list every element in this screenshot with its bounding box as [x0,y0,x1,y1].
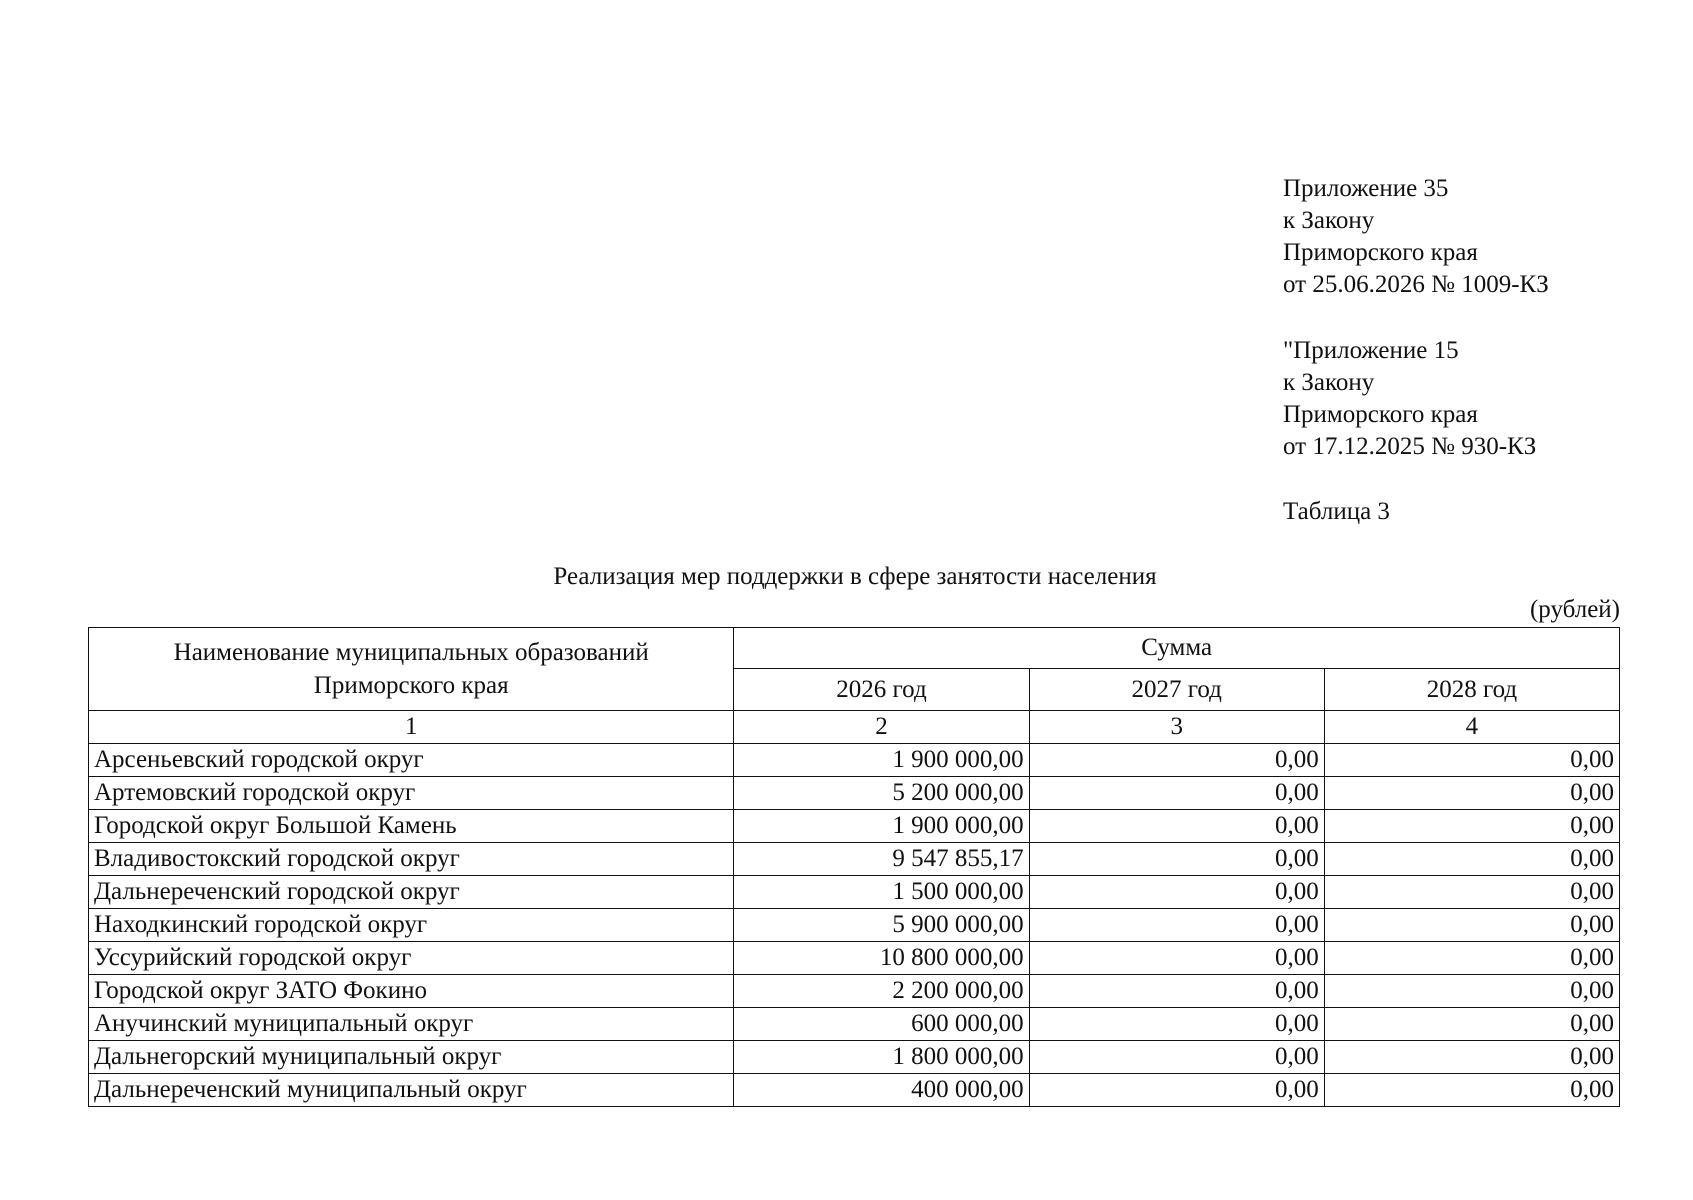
amount-2026: 9 547 855,17 [734,843,1029,876]
municipality-name: Владивостокский городской округ [89,843,734,876]
amount-2027: 0,00 [1029,975,1324,1008]
appendix-number: Приложение 35 [1283,175,1449,202]
amount-2028: 0,00 [1324,1074,1619,1107]
table-number: Таблица 3 [1283,498,1390,525]
column-number: 3 [1029,711,1324,744]
year-header-2026: 2026 год [734,669,1029,711]
table-row [89,1008,1620,1041]
column-number: 1 [89,711,734,744]
table-row [89,810,1620,843]
table-row [89,777,1620,810]
name-header-line1: Наименование муниципальных образований [173,639,649,666]
original-appendix-region: Приморского края [1283,401,1478,428]
original-appendix-number: "Приложение 15 [1283,337,1459,364]
municipality-name: Дальнереченский городской округ [89,876,734,909]
amount-2026: 1 900 000,00 [734,744,1029,777]
document-title: Реализация мер поддержки в сфере занятости населения [553,563,1157,590]
municipality-name: Анучинский муниципальный округ [89,1008,734,1041]
amount-2027: 0,00 [1029,909,1324,942]
amount-2028: 0,00 [1324,1041,1619,1074]
amount-2027: 0,00 [1029,1041,1324,1074]
amount-2027: 0,00 [1029,810,1324,843]
municipality-name: Уссурийский городской округ [89,942,734,975]
amount-2028: 0,00 [1324,876,1619,909]
amount-2027: 0,00 [1029,744,1324,777]
table-row [89,942,1620,975]
table-row [89,876,1620,909]
appendix-header [1283,173,1549,301]
appendix-law-ref: к Закону [1283,207,1375,234]
amount-2028: 0,00 [1324,810,1619,843]
name-header-line2: Приморского края [313,672,509,699]
amount-2026: 600 000,00 [734,1008,1029,1041]
amount-2027: 0,00 [1029,777,1324,810]
original-appendix-header [1283,335,1536,463]
funding-table [88,627,1620,1107]
amount-2026: 1 500 000,00 [734,876,1029,909]
amount-2027: 0,00 [1029,876,1324,909]
amount-2026: 5 200 000,00 [734,777,1029,810]
name-column-header [89,628,734,711]
amount-2028: 0,00 [1324,909,1619,942]
amount-2028: 0,00 [1324,975,1619,1008]
amount-2028: 0,00 [1324,1008,1619,1041]
table-row [89,909,1620,942]
column-number-row [89,711,1620,744]
amount-2026: 1 900 000,00 [734,810,1029,843]
sum-header: Сумма [734,628,1620,669]
amount-2027: 0,00 [1029,942,1324,975]
appendix-region: Приморского края [1283,239,1478,266]
amount-2026: 1 800 000,00 [734,1041,1029,1074]
column-number: 2 [734,711,1029,744]
table-row [89,1041,1620,1074]
municipality-name: Арсеньевский городской округ [89,744,734,777]
amount-2027: 0,00 [1029,1074,1324,1107]
amount-2026: 10 800 000,00 [734,942,1029,975]
municipality-name: Дальнереченский муниципальный округ [89,1074,734,1107]
amount-2026: 400 000,00 [734,1074,1029,1107]
table-row [89,1074,1620,1107]
table-row [89,744,1620,777]
table-header-row [89,628,1620,669]
units-label: (рублей) [1529,596,1620,623]
table-row [89,843,1620,876]
municipality-name: Находкинский городской округ [89,909,734,942]
municipality-name: Городской округ Большой Камень [89,810,734,843]
amount-2028: 0,00 [1324,744,1619,777]
original-appendix-date: от 17.12.2025 № 930-КЗ [1283,433,1537,460]
amount-2027: 0,00 [1029,1008,1324,1041]
table-row [89,975,1620,1008]
amount-2028: 0,00 [1324,843,1619,876]
original-appendix-law-ref: к Закону [1283,369,1375,396]
municipality-name: Дальнегорский муниципальный округ [89,1041,734,1074]
amount-2028: 0,00 [1324,942,1619,975]
column-number: 4 [1324,711,1619,744]
municipality-name: Городской округ ЗАТО Фокино [89,975,734,1008]
appendix-date: от 25.06.2026 № 1009-КЗ [1283,271,1549,298]
municipality-name: Артемовский городской округ [89,777,734,810]
amount-2027: 0,00 [1029,843,1324,876]
amount-2026: 2 200 000,00 [734,975,1029,1008]
year-header-2027: 2027 год [1029,669,1324,711]
amount-2028: 0,00 [1324,777,1619,810]
year-header-2028: 2028 год [1324,669,1619,711]
amount-2026: 5 900 000,00 [734,909,1029,942]
